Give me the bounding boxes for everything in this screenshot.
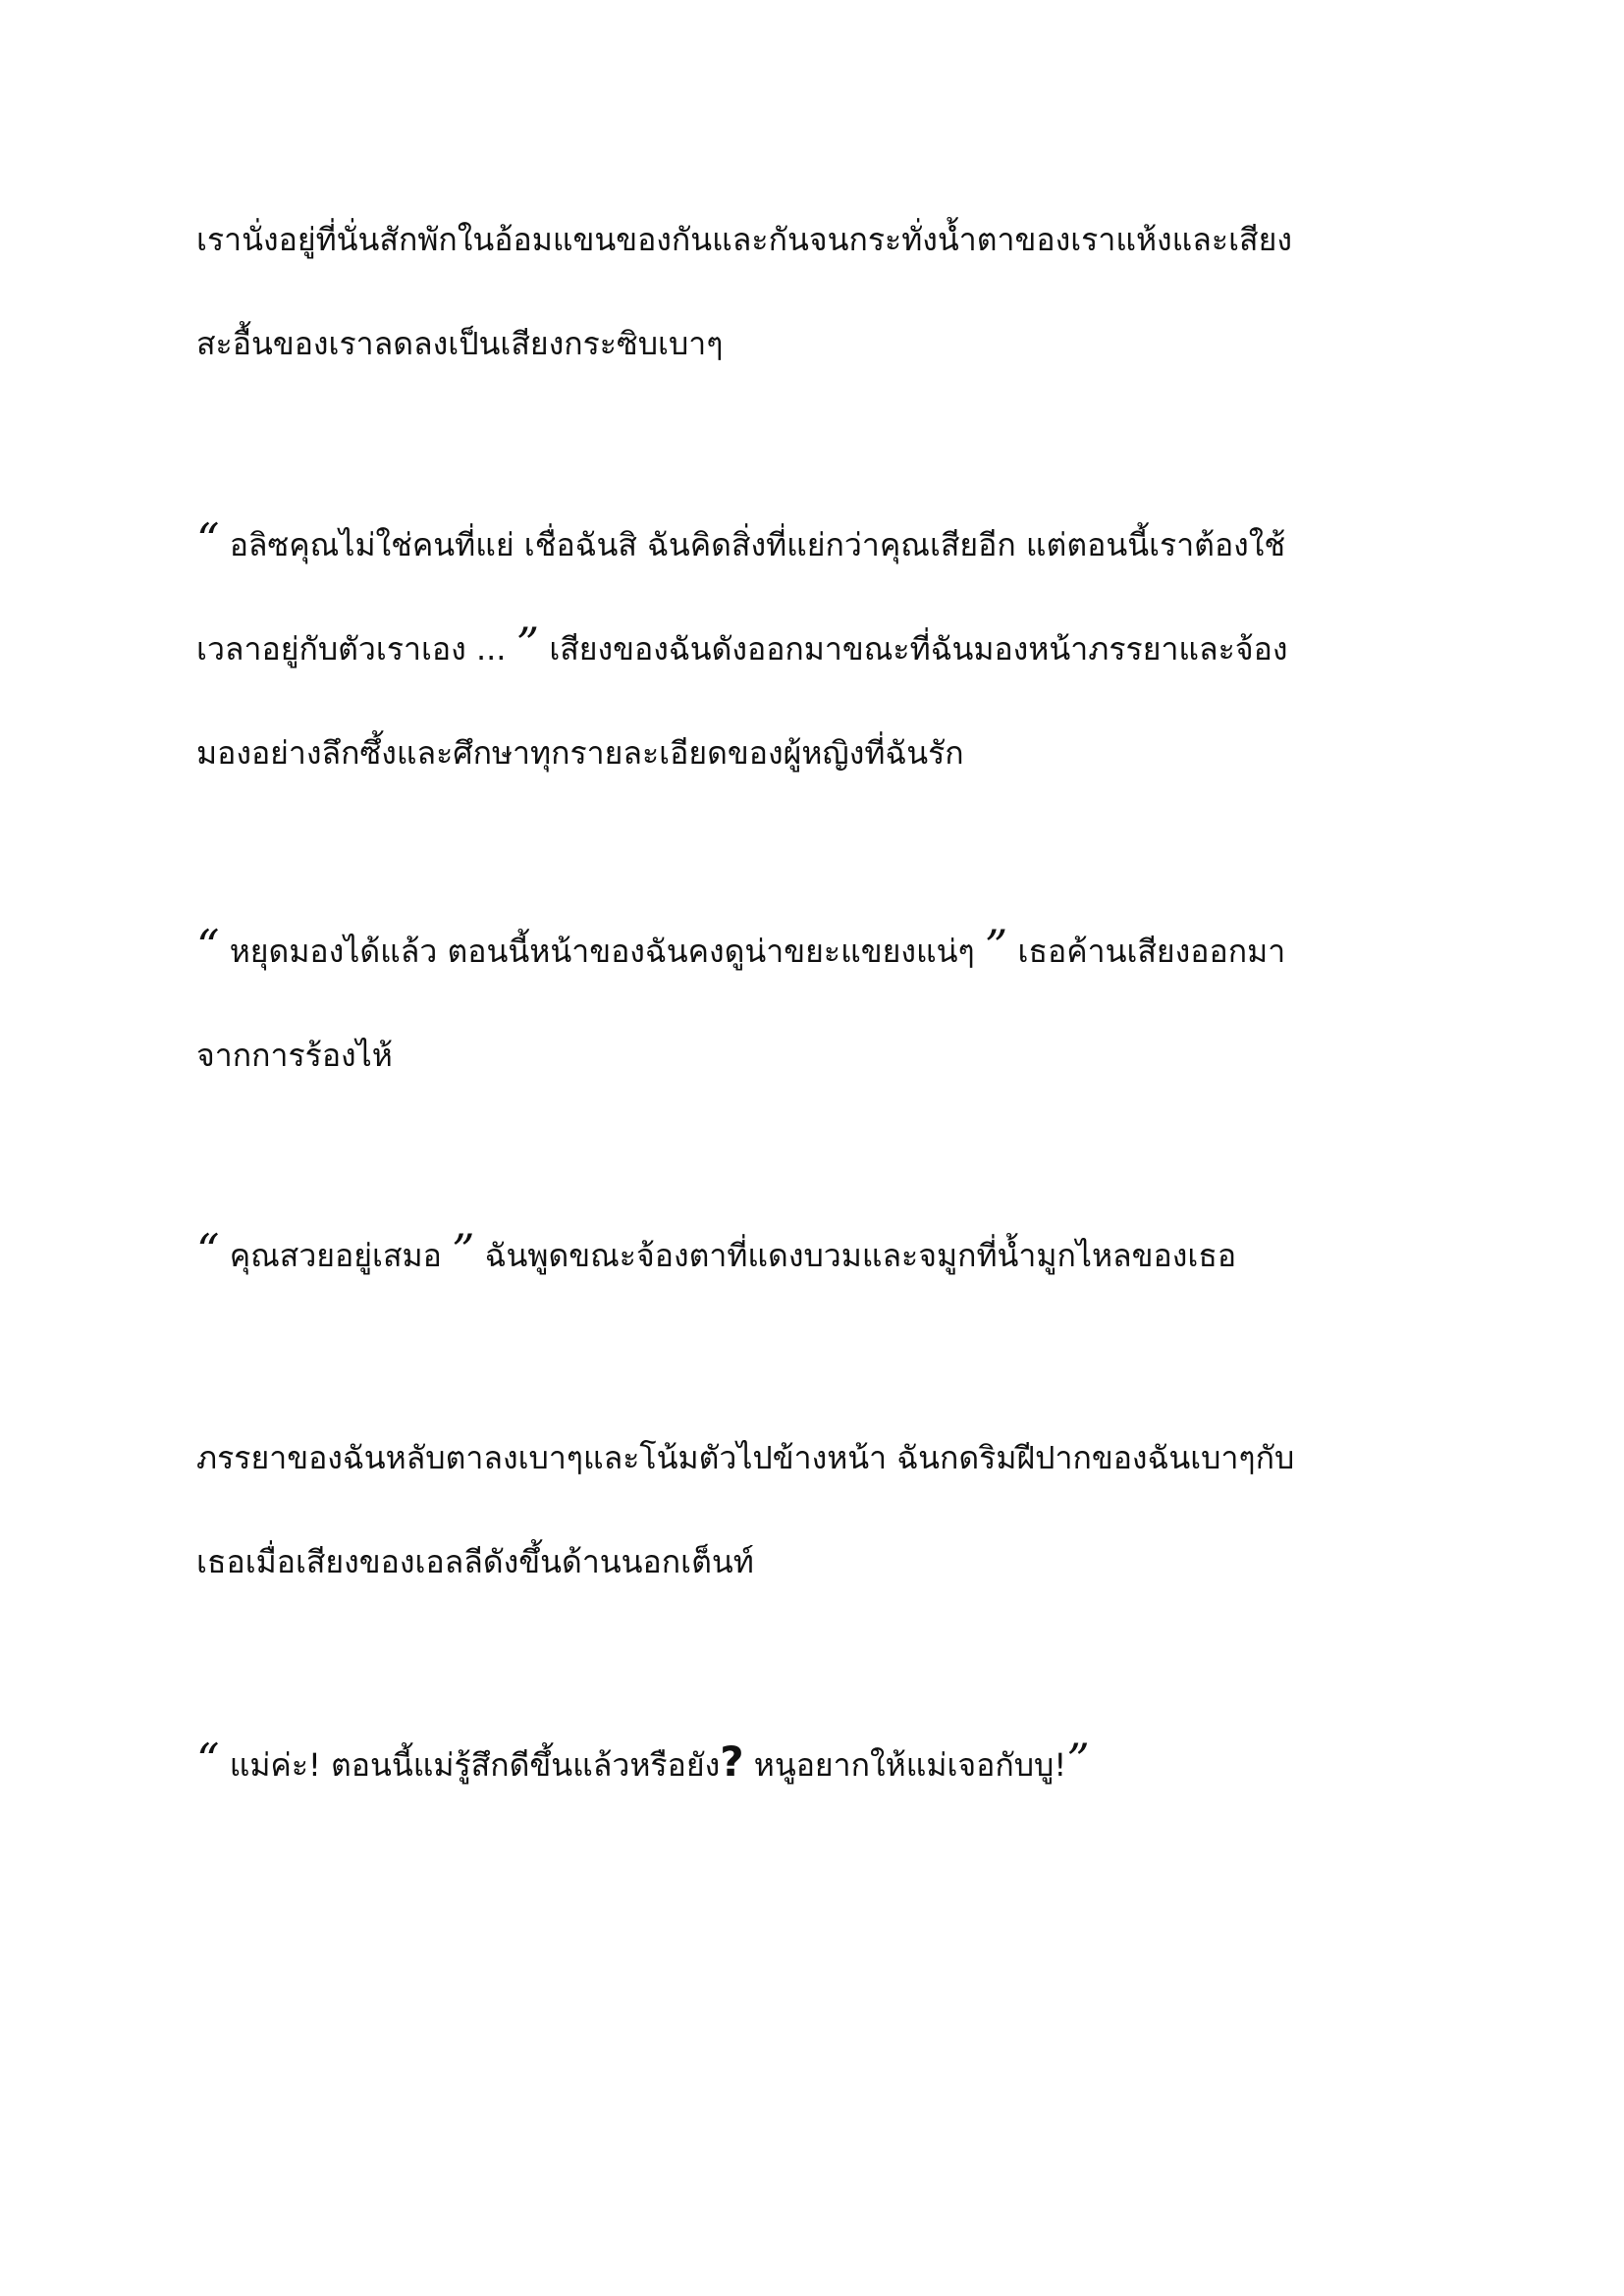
paragraph-line xyxy=(196,1710,1434,1817)
paragraph-5 xyxy=(196,1406,1434,1614)
line-text: เธอค้านเสียงออกมา xyxy=(1007,933,1286,970)
paragraph-4 xyxy=(196,1203,1434,1308)
close-quote: ” xyxy=(984,920,1008,973)
paragraph-6 xyxy=(196,1710,1434,1817)
paragraph-line: ภรรยาของฉันหลับตาลงเบาๆและโน้มตัวไปข้างหน้า ฉันกดริมฝีปากของฉันเบาๆกับ xyxy=(196,1439,1295,1476)
paragraph-line: สะอื้นของเราลดลงเป็นเสียงกระซิบเบาๆ xyxy=(196,325,724,362)
paragraph-line xyxy=(196,1203,1434,1308)
line-text: อลิซคุณไม่ใช่คนที่แย่ เชื่อฉันสิ ฉันคิดสิ่งที่แย่กว่าคุณเสียอีก แต่ตอนนี้เราต้องใช้ xyxy=(219,526,1286,563)
paragraph-line: มองอย่างลึกซึ้งและศึกษาทุกรายละเอียดของผู้หญิงที่ฉันรัก xyxy=(196,734,964,772)
paragraph-line: จากการร้องไห้ xyxy=(196,1037,393,1074)
close-quote: ” xyxy=(451,1224,475,1277)
line-text: เวลาอยู่กับตัวเราเอง ... xyxy=(196,630,516,667)
paragraph-2 xyxy=(196,493,1434,805)
line-text: ฉันพูดขณะจ้องตาที่แดงบวมและจมูกที่น้ำมูกไหลของเธอ xyxy=(474,1237,1237,1274)
paragraph-line: เรานั่งอยู่ที่นั่นสักพักในอ้อมแขนของกันและกันจนกระทั่งน้ำตาของเราแห้งและเสียง xyxy=(196,221,1292,258)
paragraph-1 xyxy=(196,187,1434,396)
open-quote: “ xyxy=(196,513,220,566)
open-quote: “ xyxy=(196,920,220,973)
close-quote: ” xyxy=(1066,1734,1090,1787)
line-text: เสียงของฉันดังออกมาขณะที่ฉันมองหน้าภรรยาและจ้อง xyxy=(539,630,1288,667)
open-quote: “ xyxy=(196,1224,220,1277)
paragraph-line xyxy=(196,493,1434,597)
paragraph-line: เธอเมื่อเสียงของเอลลีดังขึ้นด้านนอกเต็นท์ xyxy=(196,1543,754,1580)
line-text: หยุดมองได้แล้ว ตอนนี้หน้าของฉันคงดูน่าขยะแขยงแน่ๆ xyxy=(219,933,985,970)
line-text: หนูอยากให้แม่เจอกับบู! xyxy=(743,1746,1067,1784)
line-text: คุณสวยอยู่เสมอ xyxy=(219,1237,452,1274)
question-mark: ? xyxy=(720,1737,744,1786)
paragraph-line xyxy=(196,899,1434,1003)
paragraph-3 xyxy=(196,899,1434,1107)
paragraph-line xyxy=(196,597,1434,701)
open-quote: “ xyxy=(196,1734,220,1787)
close-quote: ” xyxy=(515,617,540,670)
line-text: แม่ค่ะ! ตอนนี้แม่รู้สึกดีขึ้นแล้วหรือยัง xyxy=(219,1746,721,1784)
